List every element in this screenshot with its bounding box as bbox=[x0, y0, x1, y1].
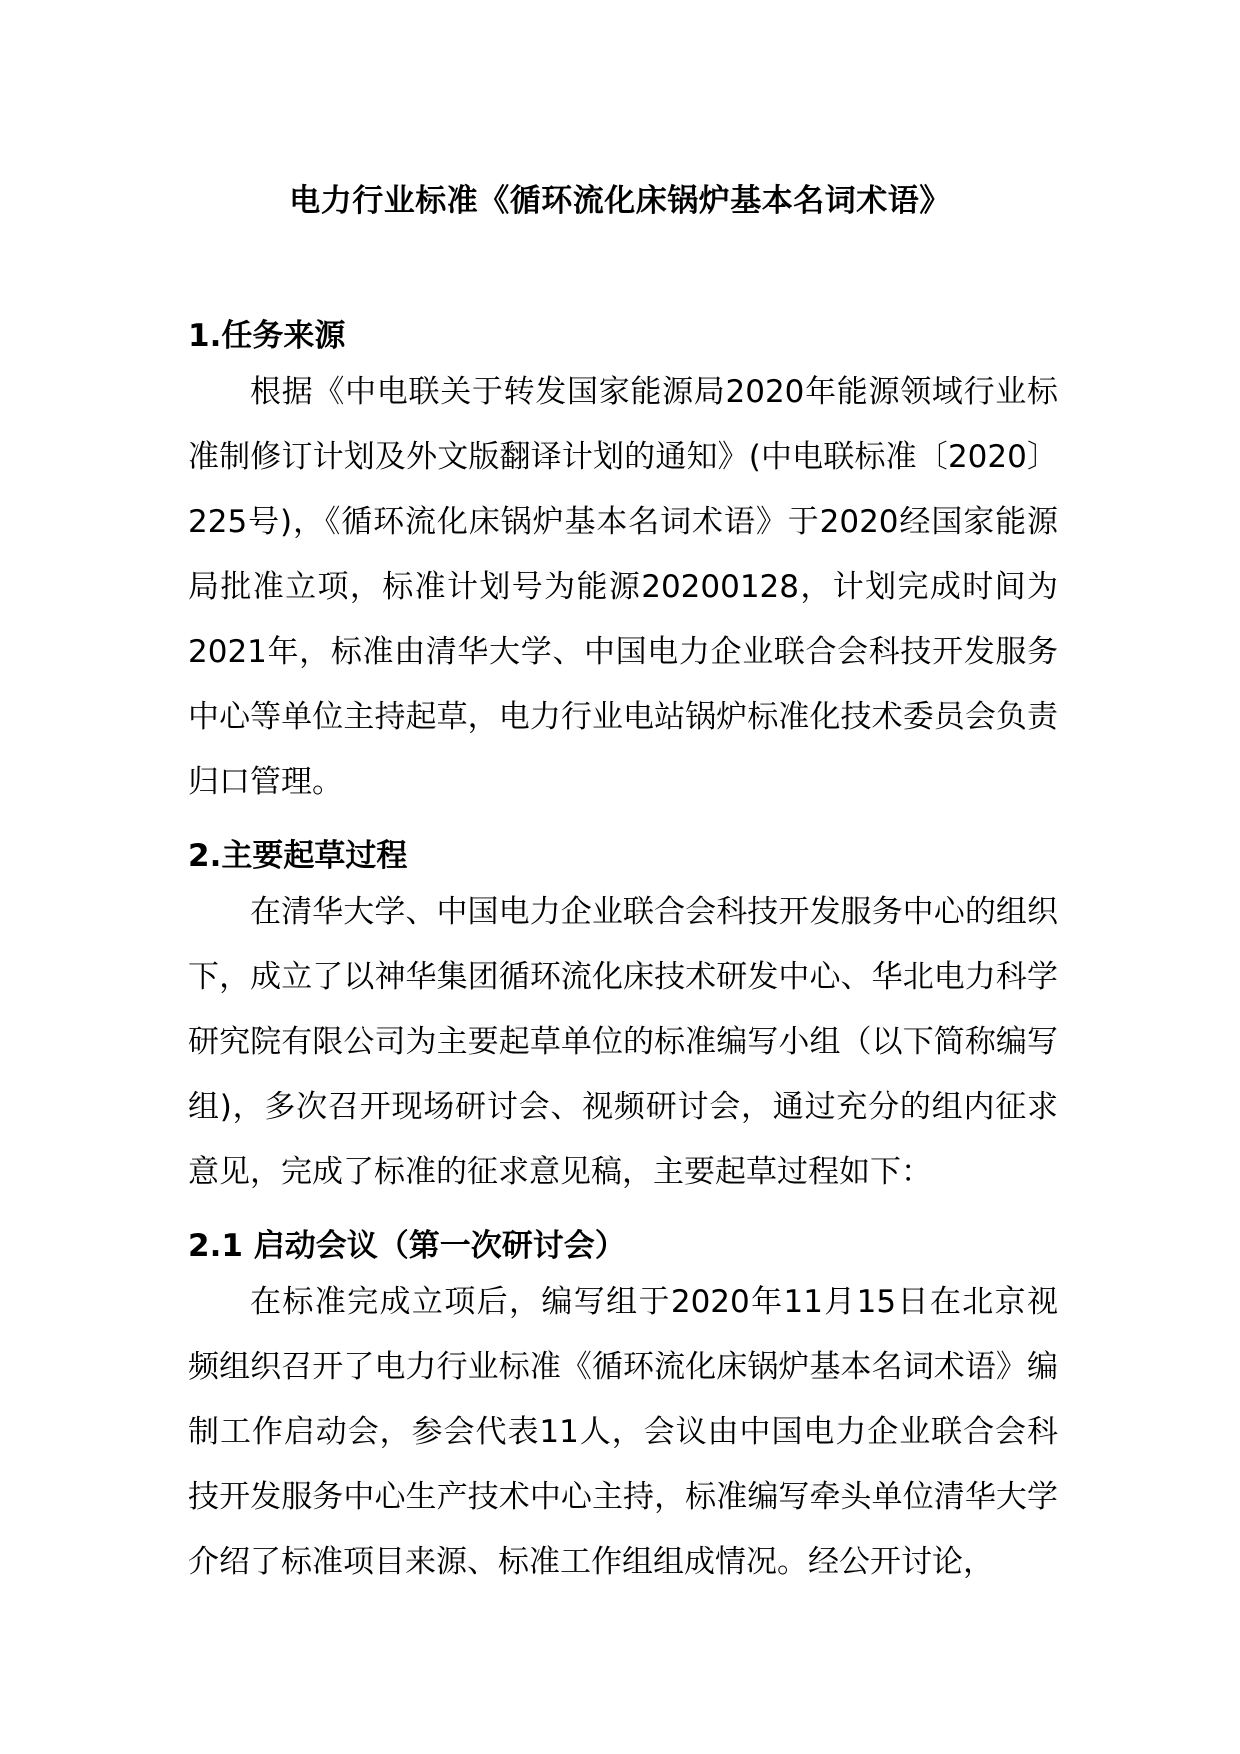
section-heading-kickoff-meeting: 2.1 启动会议（第一次研讨会） bbox=[188, 1228, 626, 1264]
section-heading-task-source: 1.任务来源 bbox=[188, 318, 346, 354]
paragraph-task-source: 根据《中电联关于转发国家能源局2020年能源领域行业标准制修订计划及外文版翻译计划的通知》(中电联标准〔2020〕225号)，《循环流化床锅炉基本名词术语》于2020经国家能源局批准立项，标准计划号为能源20200128，计划完成时间为2021年，标准由清华大学、中国电力企业联合会科技开发服务中心等单位主持起草，电力行业电站锅炉标准化技术委员会负责归口管理。 bbox=[188, 374, 1058, 800]
document-title: 电力行业标准《循环流化床锅炉基本名词术语》 bbox=[289, 183, 951, 219]
paragraph-kickoff-meeting: 在标准完成立项后，编写组于2020年11月15日在北京视频组织召开了电力行业标准《循环流化床锅炉基本名词术语》编制工作启动会，参会代表11人，会议由中国电力企业联合会科技开发服务中心生产技术中心主持，标准编写牵头单位清华大学介绍了标准项目来源、标准工作组组成情况。经公开讨论， bbox=[188, 1284, 1058, 1580]
section-heading-drafting-process: 2.主要起草过程 bbox=[188, 838, 408, 874]
paragraph-drafting-process: 在清华大学、中国电力企业联合会科技开发服务中心的组织下，成立了以神华集团循环流化床技术研发中心、华北电力科学研究院有限公司为主要起草单位的标准编写小组（以下简称编写组)，多次召开现场研讨会、视频研讨会，通过充分的组内征求意见，完成了标准的征求意见稿，主要起草过程如下： bbox=[188, 894, 1058, 1190]
